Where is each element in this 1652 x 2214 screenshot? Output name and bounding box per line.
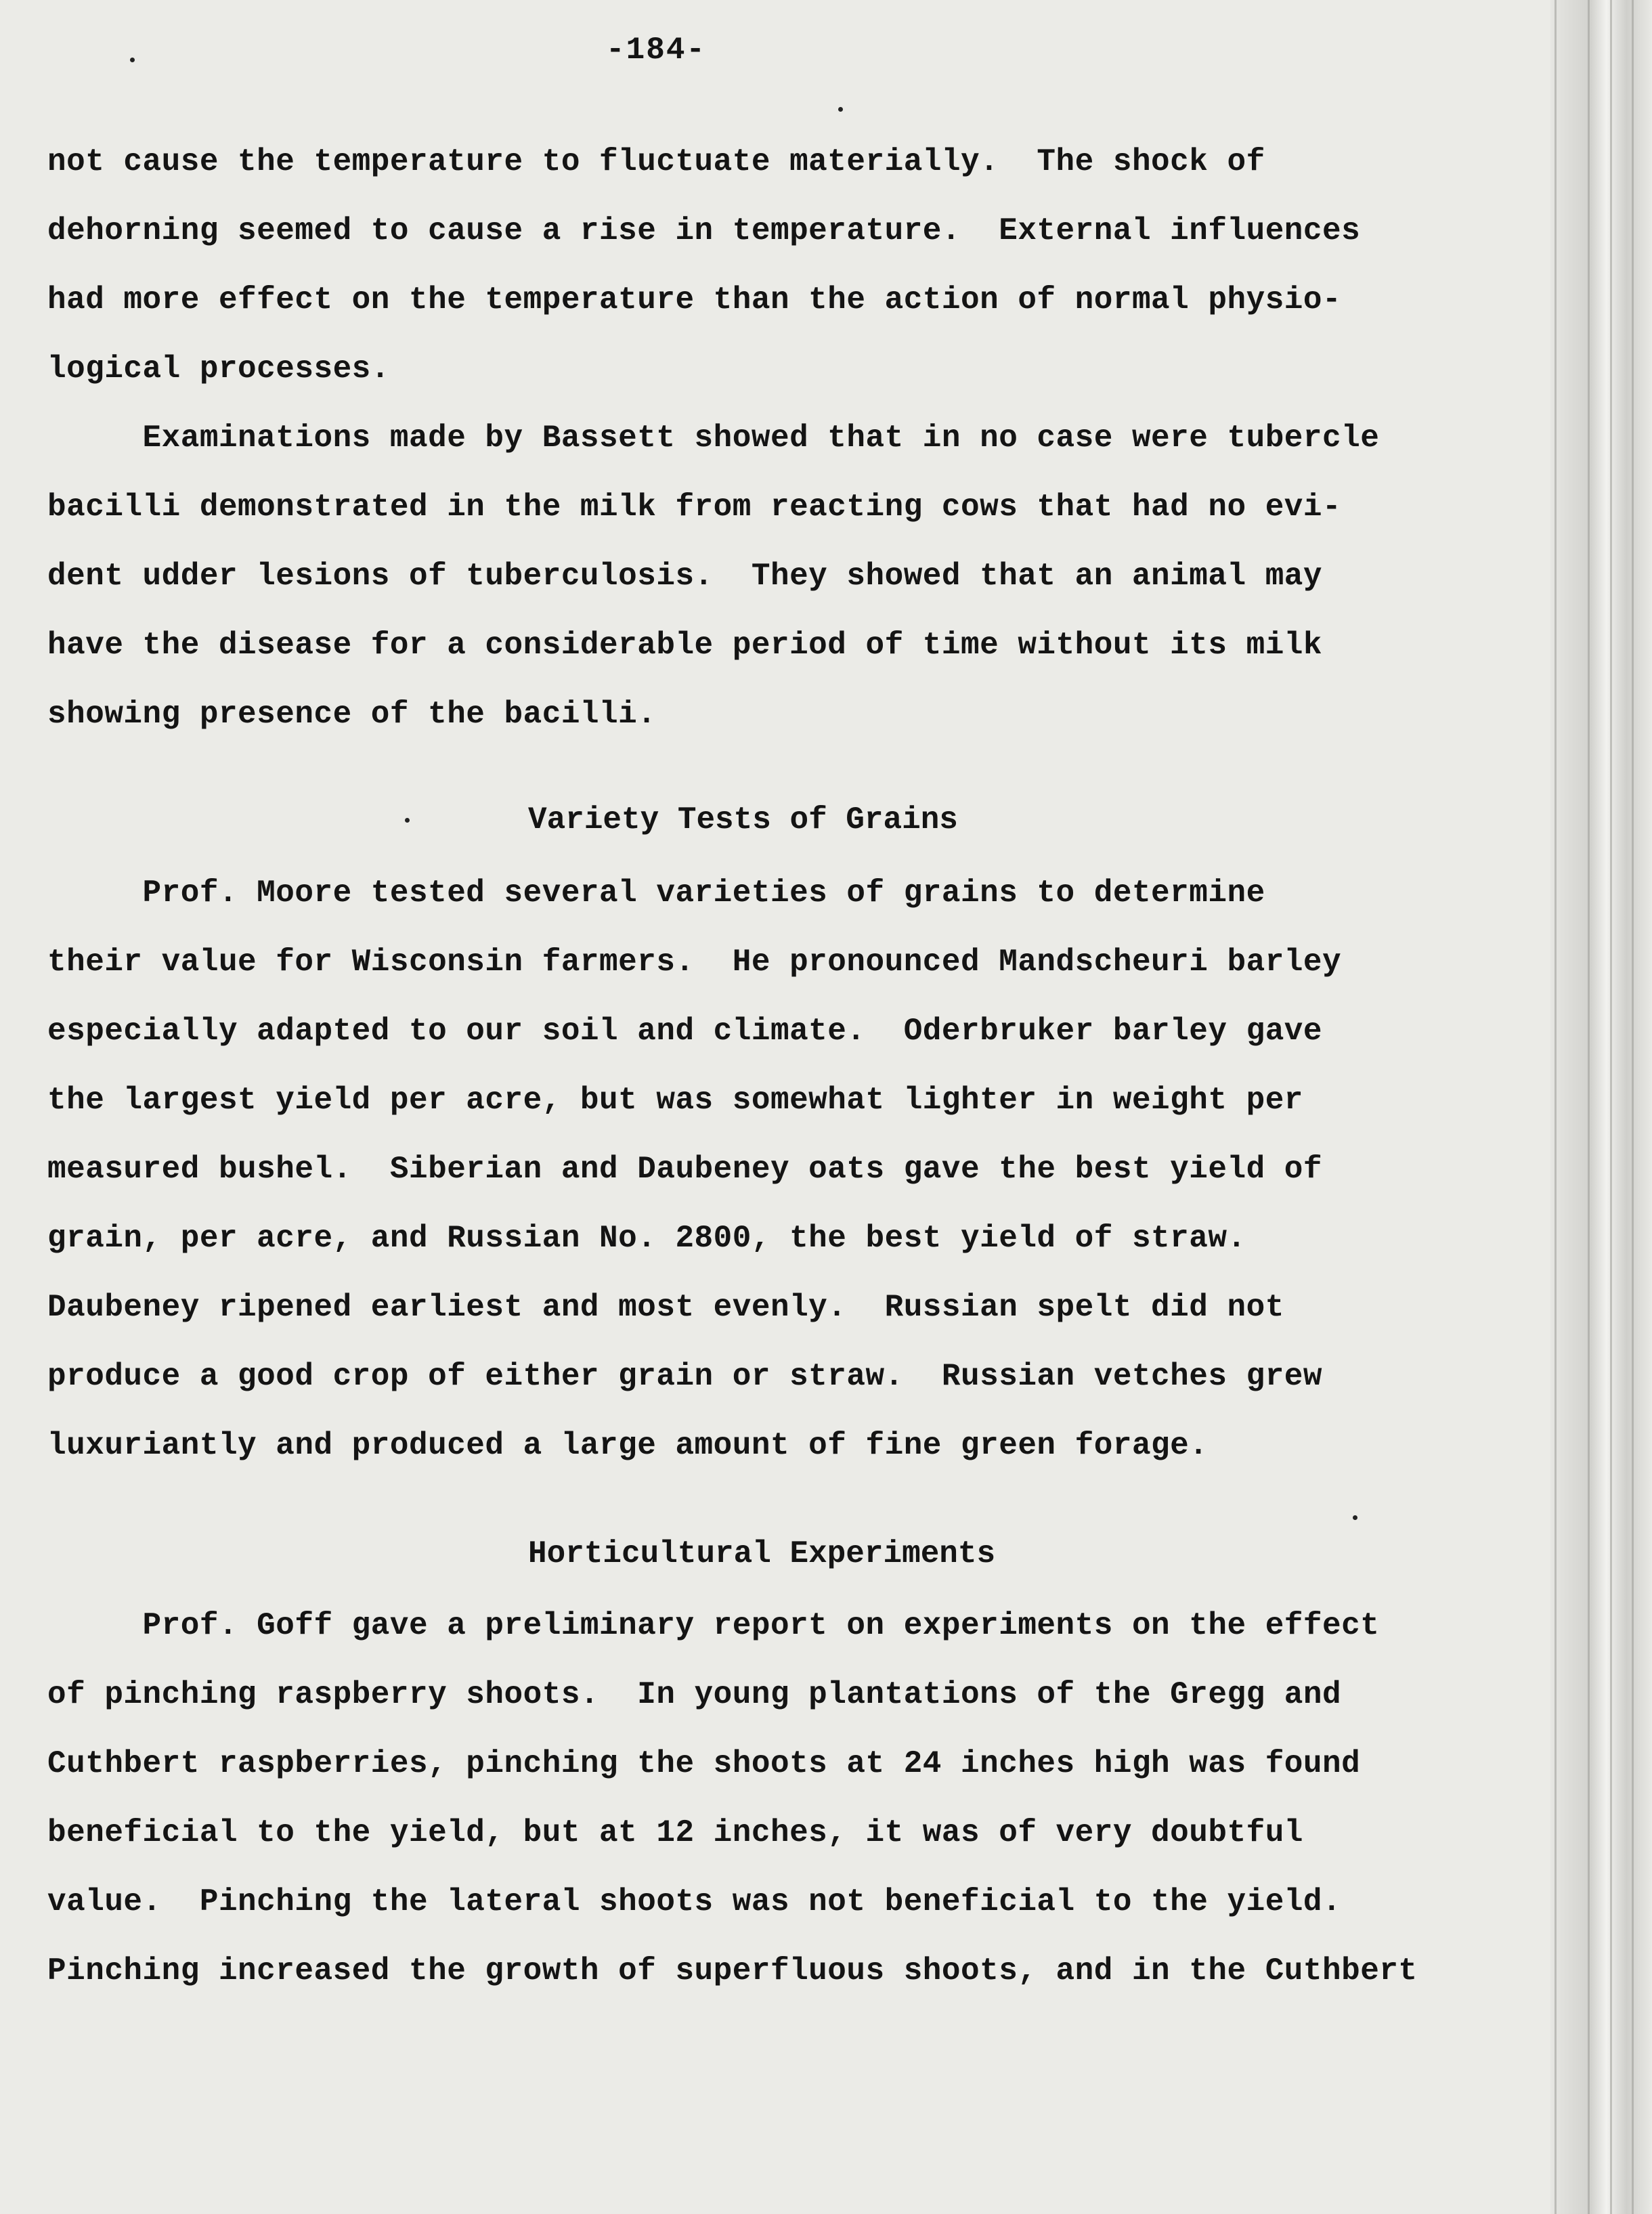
text-line: Prof. Goff gave a preliminary report on experiments on the effect (47, 1608, 1380, 1643)
page-edge (1550, 0, 1652, 2214)
edge-line (1632, 0, 1634, 2214)
ink-speck (405, 818, 410, 823)
ink-speck (130, 58, 135, 62)
text-line: bacilli demonstrated in the milk from reacting cows that had no evi- (47, 490, 1342, 525)
text-line: of pinching raspberry shoots. In young plantations of the Gregg and (47, 1677, 1342, 1712)
edge-line (1588, 0, 1590, 2214)
edge-line (1555, 0, 1557, 2214)
ink-speck (1353, 1515, 1357, 1520)
text-line: especially adapted to our soil and climate. Oderbruker barley gave (47, 1014, 1323, 1049)
paragraph-horticultural (47, 1591, 1537, 2005)
edge-line (1610, 0, 1612, 2214)
page-number: -184- (606, 32, 707, 68)
text-line: logical processes. (47, 351, 390, 387)
text-line: Cuthbert raspberries, pinching the shoots at 24 inches high was found (47, 1746, 1361, 1781)
text-line: Examinations made by Bassett showed that in no case were tubercle (47, 420, 1380, 456)
section-heading-variety-tests: Variety Tests of Grains (528, 802, 958, 838)
text-line: produce a good crop of either grain or straw. Russian vetches grew (47, 1359, 1323, 1394)
text-line: showing presence of the bacilli. (47, 697, 657, 732)
text-line: Pinching increased the growth of superfluous shoots, and in the Cuthbert (47, 1953, 1418, 1989)
text-line: value. Pinching the lateral shoots was not beneficial to the yield. (47, 1884, 1342, 1919)
section-heading-horticultural: Horticultural Experiments (528, 1536, 996, 1571)
text-line: not cause the temperature to fluctuate materially. The shock of (47, 144, 1265, 179)
paragraph-temperature-and-bacilli (47, 127, 1537, 749)
text-line: have the disease for a considerable period of time without its milk (47, 628, 1323, 663)
text-line: luxuriantly and produced a large amount of fine green forage. (47, 1428, 1209, 1463)
text-line: their value for Wisconsin farmers. He pronounced Mandscheuri barley (47, 945, 1342, 980)
text-line: beneficial to the yield, but at 12 inches, it was of very doubtful (47, 1815, 1303, 1850)
text-line: dent udder lesions of tuberculosis. They showed that an animal may (47, 559, 1323, 594)
text-line: had more effect on the temperature than the action of normal physio- (47, 282, 1342, 318)
text-line: Daubeney ripened earliest and most evenly. Russian spelt did not (47, 1290, 1284, 1325)
text-line: the largest yield per acre, but was somewhat lighter in weight per (47, 1083, 1303, 1118)
text-line: dehorning seemed to cause a rise in temperature. External influences (47, 213, 1361, 248)
text-line: Prof. Moore tested several varieties of grains to determine (47, 875, 1265, 911)
ink-speck (838, 107, 843, 112)
text-line: measured bushel. Siberian and Daubeney oats gave the best yield of (47, 1152, 1323, 1187)
text-line: grain, per acre, and Russian No. 2800, the best yield of straw. (47, 1221, 1246, 1256)
paragraph-variety-tests (47, 859, 1537, 1480)
